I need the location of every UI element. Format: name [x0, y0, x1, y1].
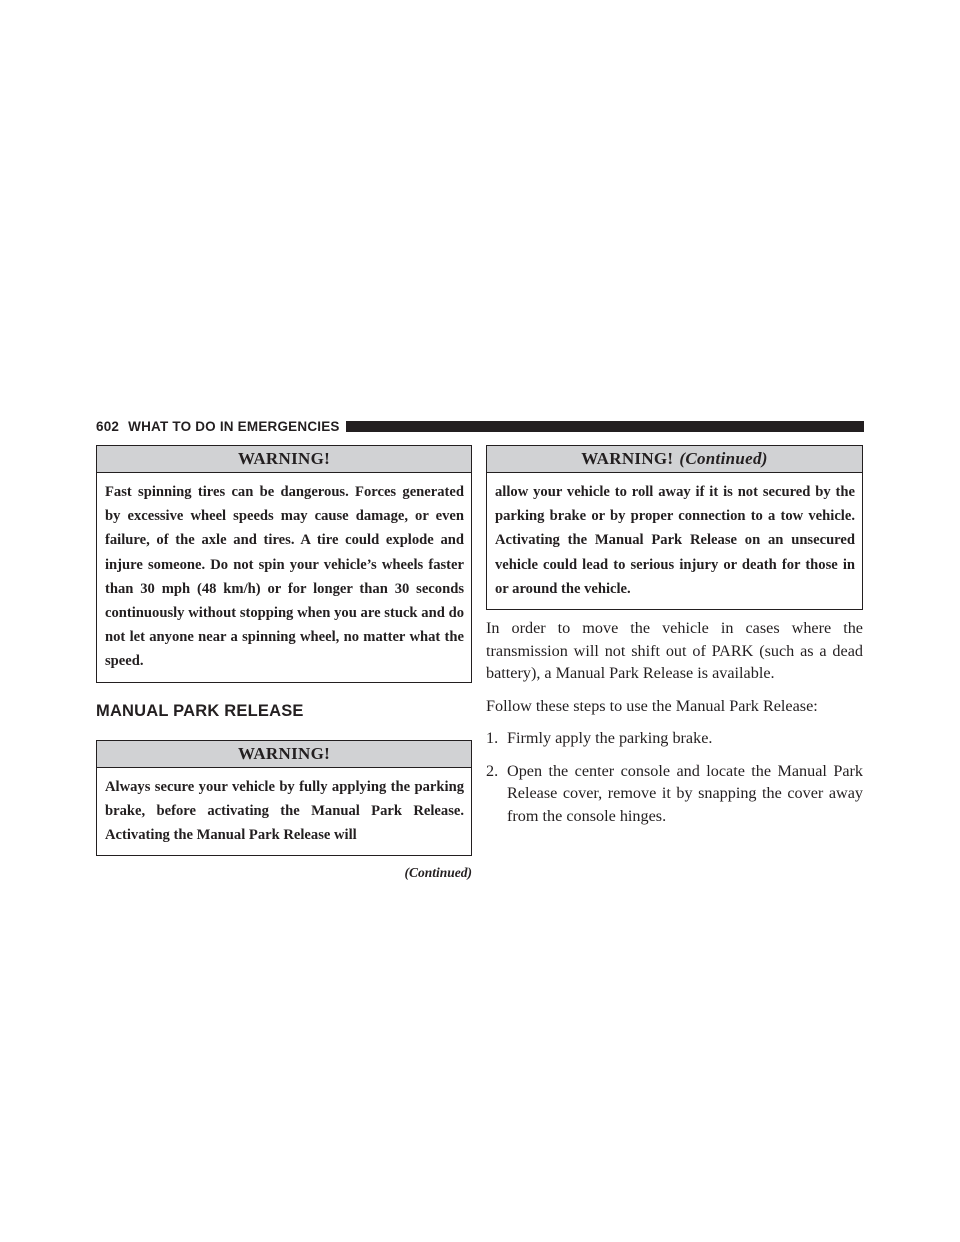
- section-title: WHAT TO DO IN EMERGENCIES: [128, 419, 340, 434]
- warning-box-tire-spin: [96, 445, 472, 683]
- page-number: 602: [96, 419, 120, 434]
- warning-box-continued: [486, 445, 863, 610]
- step-text: Open the center console and locate the Manual Park Release cover, remove it by snapping the cover away from the console hinges.: [507, 761, 863, 825]
- warning-text: Always secure your vehicle by fully applying the parking brake, before activating the Manual Park Release. Activating the Manual Park Release will: [105, 778, 464, 844]
- warning-box-park-release: [96, 740, 472, 857]
- body-paragraph: In order to move the vehicle in cases where the transmission will not shift out of PARK (such as a dead battery), a Manual Park Release is available.: [486, 619, 863, 683]
- left-column: [96, 445, 472, 881]
- warning-title: [487, 446, 862, 473]
- warning-title: [97, 741, 471, 768]
- list-item: [486, 760, 863, 828]
- right-column: [486, 445, 863, 837]
- warning-title: [97, 446, 471, 473]
- section-heading: MANUAL PARK RELEASE: [96, 701, 304, 720]
- warning-text: Fast spinning tires can be dangerous. Forces generated by excessive wheel speeds may cause damage, or even failure, of the axle and tires. A tire could explode and injure someone. Do not spin your vehicle’s wheels faster than 30 mph (48 km/h) or for longer than 30 seconds continuously without stopping when you are stuck and do not let anyone near a spinning wheel, no matter what the speed.: [105, 484, 464, 670]
- step-number: 2.: [486, 761, 499, 780]
- header-rule: [346, 421, 864, 432]
- step-text: Firmly apply the parking brake.: [507, 729, 713, 748]
- step-number: 1.: [486, 729, 499, 748]
- page-header: [96, 418, 864, 435]
- warning-title-text: WARNING!: [581, 449, 674, 468]
- continued-note: (Continued): [404, 865, 472, 881]
- warning-text: allow your vehicle to roll away if it is not secured by the parking brake or by proper connection to a tow vehicle. Activating the Manual Park Release on an unsecured vehicle could lead to serious injury or death for those in or around the vehicle.: [495, 484, 855, 597]
- body-paragraph: Follow these steps to use the Manual Park Release:: [486, 696, 818, 715]
- steps-list: [486, 727, 863, 827]
- warning-title-text: WARNING!: [237, 449, 331, 468]
- list-item: [486, 727, 863, 750]
- warning-title-continued: (Continued): [679, 449, 768, 468]
- warning-title-text: WARNING!: [237, 743, 331, 763]
